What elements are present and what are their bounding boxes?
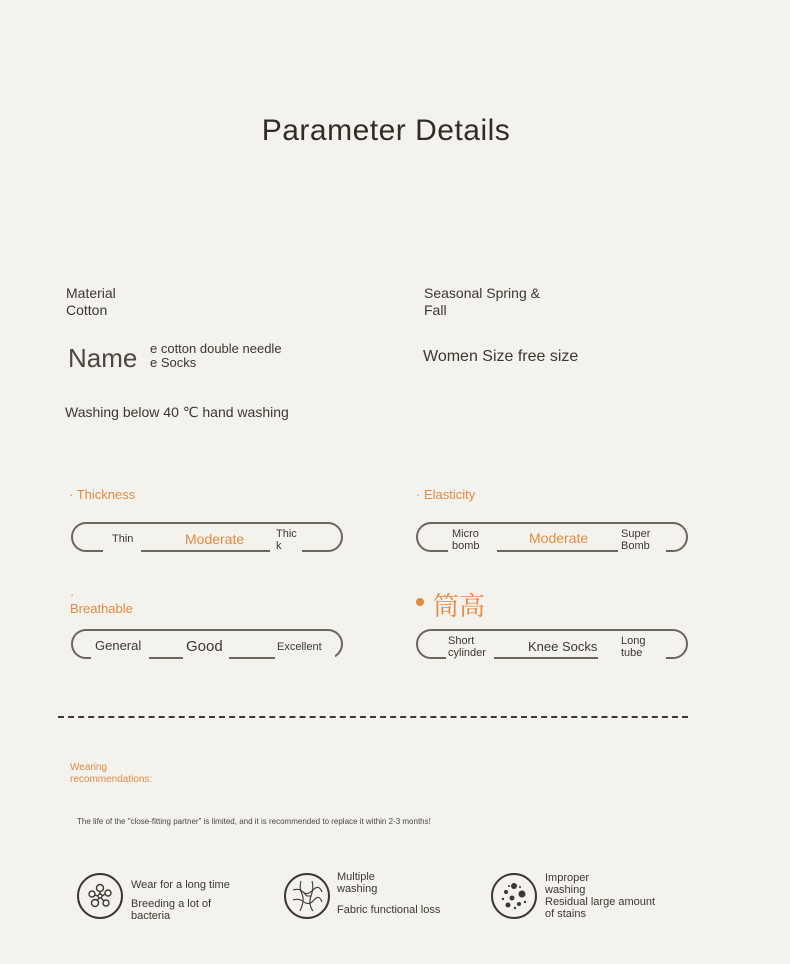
breathable-selected: Good xyxy=(186,638,223,655)
material-value: Cotton xyxy=(66,302,108,318)
tip-long-time-line3: bacteria xyxy=(131,910,171,922)
breathable-scale xyxy=(71,629,343,659)
page-title: Parameter Details xyxy=(261,114,511,147)
thickness-thick-line2: k xyxy=(276,540,282,552)
fabric-crack-icon xyxy=(284,873,330,919)
tip-long-time-line1: Wear for a long time xyxy=(131,879,230,891)
tube-short-line1: Short xyxy=(448,635,475,647)
thickness-thick-line1: Thic xyxy=(276,528,297,540)
elasticity-micro-line2: bomb xyxy=(452,540,480,552)
tube-long-line2: tube xyxy=(621,647,643,659)
tip-long-time xyxy=(131,879,230,922)
material-param xyxy=(66,285,116,319)
material-label: Material xyxy=(66,285,116,301)
breathable-general: General xyxy=(95,638,142,653)
elasticity-selected: Moderate xyxy=(529,530,589,546)
recommendations-heading-line1: Wearing xyxy=(70,762,108,773)
tube-label: 筒高 xyxy=(433,592,486,622)
elasticity-label: · Elasticity xyxy=(416,487,476,502)
tip-improper-washing-line4: of stains xyxy=(545,908,586,920)
name-label: Name xyxy=(68,343,138,373)
elasticity-super-line1: Super xyxy=(621,528,651,540)
breathable-text: Breathable xyxy=(70,601,133,616)
elasticity-micro xyxy=(452,528,480,552)
name-value-line1: e cotton double needle xyxy=(150,341,282,356)
name-value xyxy=(150,342,282,370)
tip-long-time-line2: Breeding a lot of xyxy=(131,898,212,910)
tube-scale xyxy=(416,629,688,659)
tip-improper-washing xyxy=(545,872,655,920)
elasticity-super xyxy=(621,528,650,552)
section-divider xyxy=(58,716,688,718)
name-value-line2: e Socks xyxy=(150,355,197,370)
tube-long-line1: Long xyxy=(621,635,646,647)
thickness-scale xyxy=(71,522,343,552)
breathable-label xyxy=(70,588,133,616)
tip-improper-washing-line3: Residual large amount xyxy=(545,896,656,908)
thickness-label: · Thickness xyxy=(69,487,136,502)
thickness-thin: Thin xyxy=(112,533,134,545)
breathable-excellent: Excellent xyxy=(277,641,322,653)
recommendations-heading-line2: recommendations: xyxy=(70,774,153,785)
thickness-selected: Moderate xyxy=(185,531,245,547)
stains-icon xyxy=(491,873,537,919)
elasticity-super-line2: Bomb xyxy=(621,540,650,552)
tip-multiple-washing-line3: Fabric functional loss xyxy=(337,904,441,916)
thickness-thick xyxy=(276,528,297,552)
breathable-dot: · xyxy=(70,587,75,602)
size-param: Women Size free size xyxy=(423,348,579,365)
tube-selected: Knee Socks xyxy=(528,639,598,654)
tip-multiple-washing xyxy=(337,871,440,916)
tube-bullet-icon xyxy=(416,598,424,606)
tip-improper-washing-line1: Improper xyxy=(545,872,590,884)
washing-param: Washing below 40 ℃ hand washing xyxy=(65,404,289,420)
tube-long xyxy=(621,635,645,659)
elasticity-micro-line1: Micro xyxy=(452,528,479,540)
elasticity-scale xyxy=(416,522,688,552)
recommendations-heading xyxy=(70,762,152,786)
tube-short xyxy=(448,635,486,659)
recommendations-note: The life of the "close-fitting partner" is limited, and it is recommended to replace it within 2-3 months! xyxy=(77,817,431,826)
bacteria-icon xyxy=(77,873,123,919)
tip-multiple-washing-line2: washing xyxy=(337,883,378,895)
tip-multiple-washing-line1: Multiple xyxy=(337,871,375,883)
tube-short-line2: cylinder xyxy=(448,647,486,659)
season-param: Seasonal Spring & Fall xyxy=(424,285,540,318)
tip-improper-washing-line2: washing xyxy=(545,884,586,896)
